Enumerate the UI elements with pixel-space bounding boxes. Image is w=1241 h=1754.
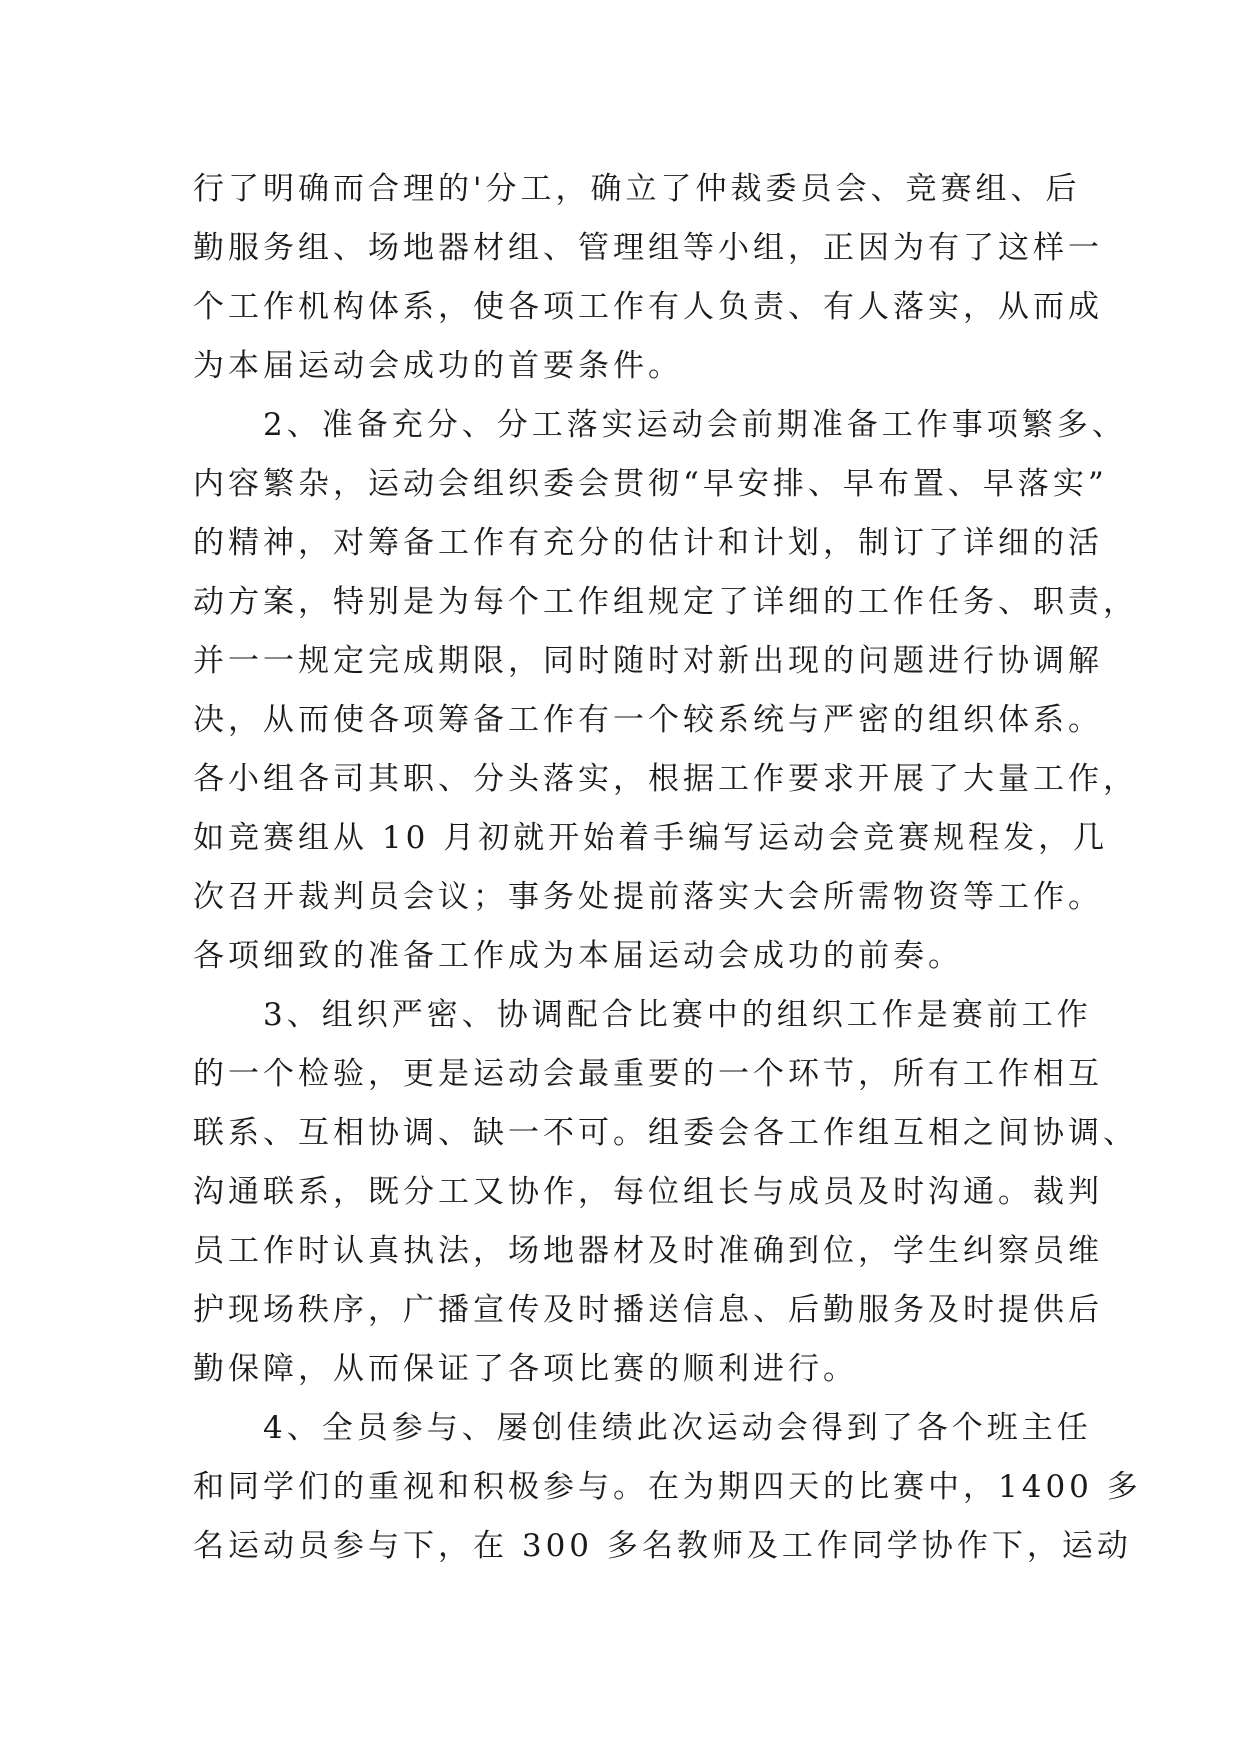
text-line: 动方案，特别是为每个工作组规定了详细的工作任务、职责， [193,584,1138,620]
text-line: 护现场秩序，广播宣传及时播送信息、后勤服务及时提供后 [193,1292,1103,1328]
text-line: 个工作机构体系，使各项工作有人负责、有人落实，从而成 [193,289,1103,325]
text-line: 决，从而使各项筹备工作有一个较系统与严密的组织体系。 [193,702,1103,738]
text-line: 内容繁杂，运动会组织委会贯彻“早安排、早布置、早落实” [193,466,1108,502]
body-text [193,160,1142,1576]
text-line: 名运动员参与下，在 300 多名教师及工作同学协作下，运动 [193,1528,1132,1564]
text-line: 如竞赛组从 10 月初就开始着手编写运动会竞赛规程发，几 [193,820,1109,856]
text-line: 次召开裁判员会议；事务处提前落实大会所需物资等工作。 [193,879,1103,915]
text-line: 勤保障，从而保证了各项比赛的顺利进行。 [193,1351,858,1387]
text-line: 联系、互相协调、缺一不可。组委会各工作组互相之间协调、 [193,1115,1138,1151]
text-line: 2、准备充分、分工落实运动会前期准备工作事项繁多、 [193,407,1127,443]
text-line: 为本届运动会成功的首要条件。 [193,348,683,384]
text-line: 员工作时认真执法，场地器材及时准确到位，学生纠察员维 [193,1233,1103,1269]
text-line: 的精神，对筹备工作有充分的估计和计划，制订了详细的活 [193,525,1103,561]
text-line: 各小组各司其职、分头落实，根据工作要求开展了大量工作， [193,761,1138,797]
text-line: 行了明确而合理的'分工，确立了仲裁委员会、竞赛组、后 [193,171,1081,207]
text-line: 并一一规定完成期限，同时随时对新出现的问题进行协调解 [193,643,1103,679]
text-line: 和同学们的重视和积极参与。在为期四天的比赛中，1400 多 [193,1469,1142,1505]
text-line: 4、全员参与、屡创佳绩此次运动会得到了各个班主任 [193,1410,1092,1446]
text-line: 各项细致的准备工作成为本届运动会成功的前奏。 [193,938,963,974]
text-line: 的一个检验，更是运动会最重要的一个环节，所有工作相互 [193,1056,1103,1092]
text-line: 沟通联系，既分工又协作，每位组长与成员及时沟通。裁判 [193,1174,1103,1210]
text-line: 勤服务组、场地器材组、管理组等小组，正因为有了这样一 [193,230,1103,266]
text-line: 3、组织严密、协调配合比赛中的组织工作是赛前工作 [193,997,1092,1033]
